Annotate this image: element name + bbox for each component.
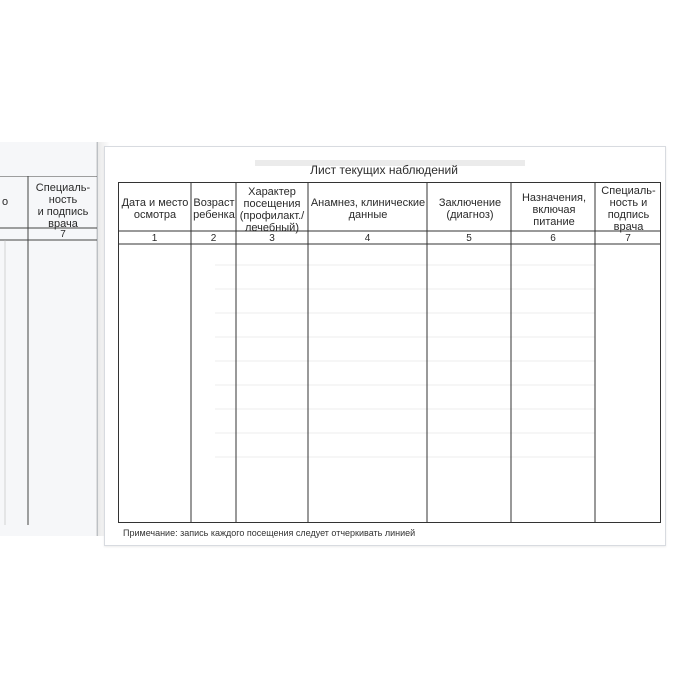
column-header-anamnesis: Анамнез, клинические данные [310, 197, 426, 221]
column-number-1: 1 [151, 233, 158, 244]
column-number-7: 7 [625, 233, 631, 244]
column-number-2: 2 [210, 233, 217, 244]
page-title: Лист текущих наблюдений [310, 163, 458, 177]
column-number-4: 4 [364, 233, 371, 244]
column-header-age: Возраст ребенка [193, 197, 235, 221]
column-header-date-place: Дата и место осмотра [121, 197, 189, 221]
left-column-number: 7 [60, 229, 66, 240]
left-partial-text: о [2, 196, 9, 208]
column-header-prescriptions: Назначения, включая питание [521, 192, 586, 228]
column-header-visit-type: Характер посещения (профилакт./ лечебный) [239, 186, 305, 234]
column-number-5: 5 [466, 233, 472, 244]
left-column-title: Специаль- ность и подпись врача [35, 182, 91, 230]
column-number-6: 6 [550, 233, 556, 244]
column-header-diagnosis: Заключение (диагноз) [438, 197, 502, 221]
column-header-doctor-signature: Специаль-ность и подпись врача [601, 185, 656, 233]
column-number-3: 3 [269, 233, 275, 244]
footnote: Примечание: запись каждого посещения следует отчеркивать линией [123, 528, 416, 538]
